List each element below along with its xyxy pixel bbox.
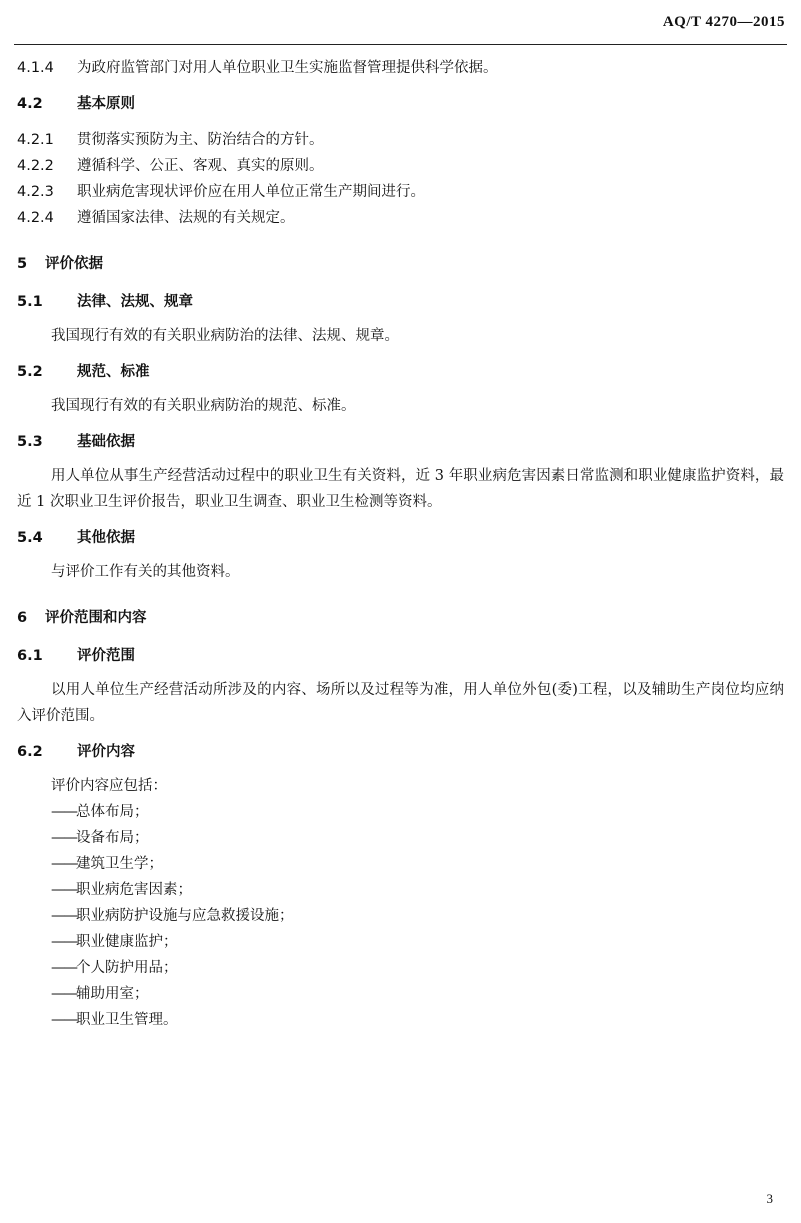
document-body: [17, 55, 784, 1033]
clause: [17, 55, 784, 81]
text: 职业病防护设施与应急救援设施；: [76, 908, 294, 924]
clause-text: 评价范围: [77, 648, 135, 664]
list-item: [17, 981, 784, 1007]
clause-text: 评价内容: [77, 744, 135, 760]
text: 与评价工作有关的其他资料。: [51, 564, 240, 580]
text: 我国现行有效的有关职业病防治的法律、法规、规章。: [51, 328, 399, 344]
clause-text: 评价依据: [45, 256, 103, 272]
clause-text: 职业病危害现状评价应在用人单位正常生产期间进行。: [77, 184, 425, 200]
body-paragraph: [17, 393, 784, 419]
text: 以用人单位生产经营活动所涉及的内容、场所以及过程等为准，用人单位外包(委)工程，以及辅助生产岗位均应纳入评价范围。: [17, 682, 784, 724]
body-paragraph: [17, 323, 784, 349]
list-item: [17, 955, 784, 981]
clause-text: 贯彻落实预防为主、防治结合的方针。: [77, 132, 324, 148]
clause-number: 4.2: [17, 96, 43, 112]
clause-text: 其他依据: [77, 530, 135, 546]
clause: [17, 153, 784, 179]
list-item: [17, 825, 784, 851]
em-dash-bullet: ——: [51, 960, 76, 976]
subsection-heading: [17, 91, 784, 117]
clause-number: 4.1.4: [17, 60, 54, 76]
em-dash-bullet: ——: [51, 986, 76, 1002]
clause: [17, 179, 784, 205]
em-dash-bullet: ——: [51, 1012, 76, 1028]
subsection-heading: [17, 525, 784, 551]
body-paragraph: [17, 773, 784, 799]
clause-number: 6: [17, 610, 28, 626]
clause-text: 法律、法规、规章: [77, 294, 193, 310]
clause-number: 5.2: [17, 364, 43, 380]
em-dash-bullet: ——: [51, 804, 76, 820]
em-dash-bullet: ——: [51, 830, 76, 846]
text: 用人单位从事生产经营活动过程中的职业卫生有关资料，近 3 年职业病危害因素日常监测和职业健康监护资料，最近 1 次职业卫生评价报告，职业卫生调查、职业卫生检测等资料。: [17, 468, 784, 510]
clause-number: 4.2.3: [17, 184, 54, 200]
clause-number: 5.1: [17, 294, 43, 310]
list-item: [17, 1007, 784, 1033]
clause-number: 5: [17, 256, 28, 272]
clause-text: 遵循国家法律、法规的有关规定。: [77, 210, 295, 226]
text: 职业卫生管理。: [76, 1012, 178, 1028]
list-item: [17, 903, 784, 929]
page-number: 3: [766, 1191, 773, 1206]
clause: [17, 205, 784, 231]
clause-number: 4.2.2: [17, 158, 54, 174]
clause-number: 6.2: [17, 744, 43, 760]
list-item: [17, 851, 784, 877]
subsection-heading: [17, 739, 784, 765]
text: 职业健康监护；: [76, 934, 178, 950]
subsection-heading: [17, 359, 784, 385]
text: 我国现行有效的有关职业病防治的规范、标准。: [51, 398, 356, 414]
clause-number: 6.1: [17, 648, 43, 664]
clause-text: 基础依据: [77, 434, 135, 450]
clause-number: 5.4: [17, 530, 43, 546]
text: 辅助用室；: [76, 986, 149, 1002]
text: 个人防护用品；: [76, 960, 178, 976]
em-dash-bullet: ——: [51, 856, 76, 872]
list-item: [17, 799, 784, 825]
clause-number: 4.2.4: [17, 210, 54, 226]
standard-code: AQ/T 4270—2015: [662, 14, 785, 30]
clause-text: 遵循科学、公正、客观、真实的原则。: [77, 158, 324, 174]
text: 建筑卫生学；: [76, 856, 163, 872]
text: 总体布局；: [76, 804, 149, 820]
text: 设备布局；: [76, 830, 149, 846]
clause-text: 评价范围和内容: [45, 610, 147, 626]
clause-text: 基本原则: [77, 96, 135, 112]
clause-number: 5.3: [17, 434, 43, 450]
subsection-heading: [17, 429, 784, 455]
clause-text: 规范、标准: [77, 364, 150, 380]
text: 评价内容应包括：: [51, 778, 167, 794]
text: 职业病危害因素；: [76, 882, 192, 898]
subsection-heading: [17, 289, 784, 315]
list-item: [17, 877, 784, 903]
clause-text: 为政府监管部门对用人单位职业卫生实施监督管理提供科学依据。: [77, 60, 498, 76]
section-heading: [17, 251, 784, 277]
subsection-heading: [17, 643, 784, 669]
em-dash-bullet: ——: [51, 934, 76, 950]
section-heading: [17, 605, 784, 631]
body-paragraph: [17, 677, 784, 729]
clause: [17, 127, 784, 153]
body-paragraph: [17, 559, 784, 585]
list-item: [17, 929, 784, 955]
em-dash-bullet: ——: [51, 882, 76, 898]
em-dash-bullet: ——: [51, 908, 76, 924]
body-paragraph: [17, 463, 784, 515]
header-rule: [14, 44, 787, 45]
clause-number: 4.2.1: [17, 132, 54, 148]
